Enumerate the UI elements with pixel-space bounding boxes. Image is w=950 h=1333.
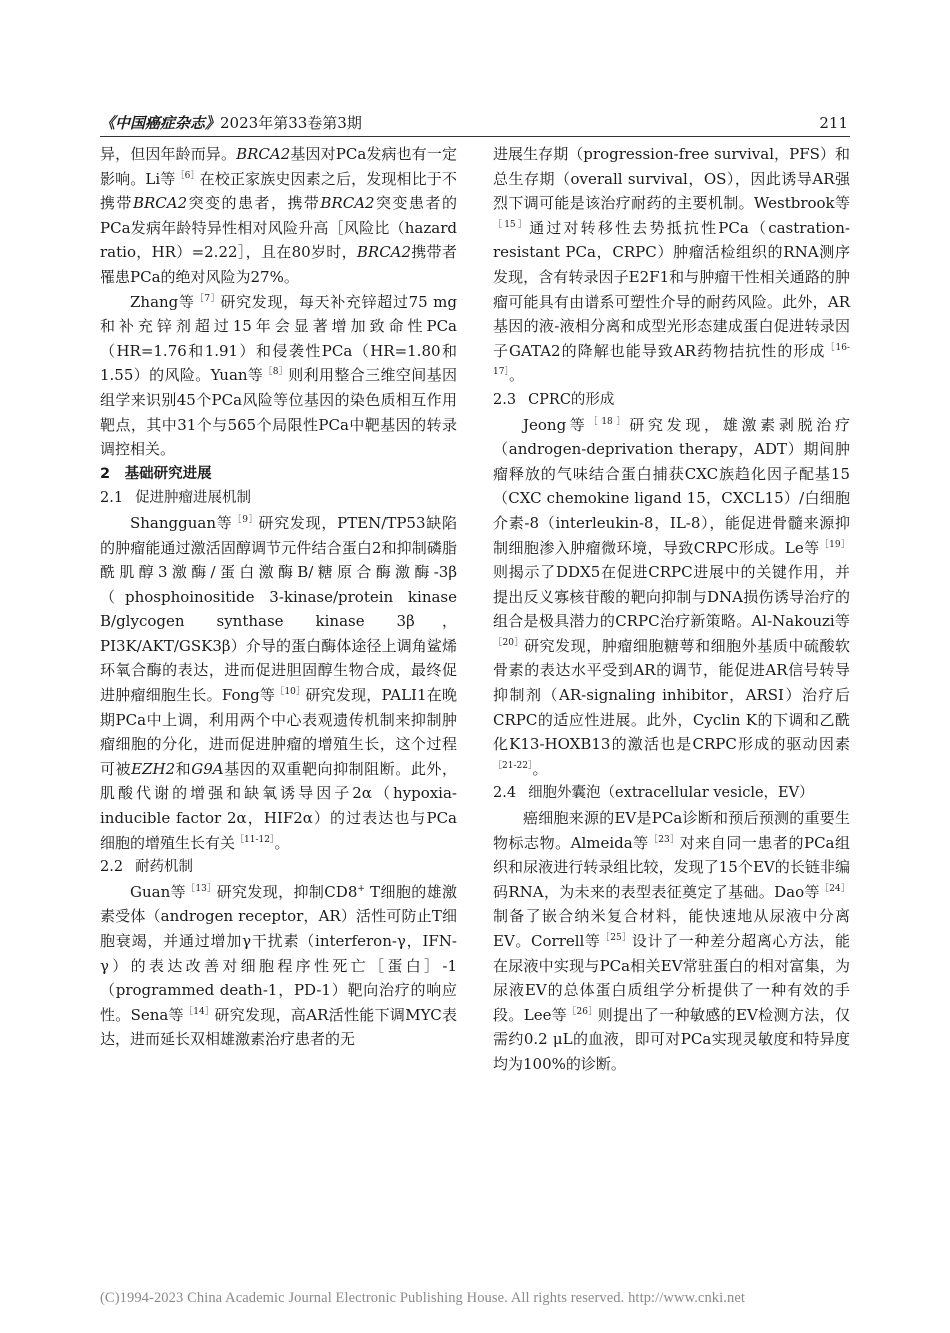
left-column xyxy=(100,142,457,1052)
text-run: Zhang等 xyxy=(130,292,195,311)
citation-superscript: ［26］ xyxy=(567,1006,598,1017)
text-run: 研究发现，肿瘤细胞糖萼和细胞外基质中硫酸软骨素的表达水平受到AR的调节，能促进AR信号转导抑制剂（AR-signaling inhibitor，ARSI）治疗后CRPC的适应性进展。此外，Cyclin K的下调和乙酰化K13-HOXB13的激活也是CRPC形成的驱动因素 xyxy=(493,636,850,754)
text-run: 携带者罹患PCa的绝对风险为27%。 xyxy=(100,243,457,286)
paragraph xyxy=(493,142,850,388)
text-run: 。 xyxy=(508,366,524,385)
journal-name: 《中国癌症杂志》 xyxy=(100,114,221,132)
text-run: 制备了嵌合纳米复合材料，能快速地从尿液中分离EV。Correll等 xyxy=(493,907,850,950)
paragraph xyxy=(100,142,457,290)
text-run: Jeong等 xyxy=(523,415,589,434)
citation-superscript: ［14］ xyxy=(184,1006,215,1017)
citation-superscript: ［10］ xyxy=(275,687,306,698)
text-run: 癌细胞来源的EV是PCa诊断和预后预测的重要生物标志物。Almeida等 xyxy=(493,809,850,852)
text-run: Shangguan等 xyxy=(130,513,233,532)
citation-superscript: ［7］ xyxy=(194,293,221,304)
paragraph xyxy=(100,290,457,462)
gene-name-italic: BRCA2 xyxy=(320,194,375,213)
text-run: 研究发现，每天补充锌超过75 mg和补充锌剂超过15年会显著增加致命性PCa（HR=1.76和1.91）和侵袭性PCa（HR=1.80和1.55）的风险。Yuan等 xyxy=(100,292,457,385)
header-rule xyxy=(100,136,850,137)
citation-superscript: ［8］ xyxy=(263,367,289,378)
gene-name-italic: EZH2 xyxy=(131,759,176,778)
text-run: 研究发现，雄激素剥脱治疗（androgen-deprivation therapy，ADT）期间肿瘤释放的气味结合蛋白捕获CXC族趋化因子配基15（CXC chemokine ligand 15，CXCL15）/白细胞介素-8（interleukin-8，IL-8），能促进骨髓来源抑制细胞渗入肿瘤微环境，导致CRPC形成。Le等 xyxy=(493,415,851,557)
text-run: 。 xyxy=(532,759,548,778)
gene-name-italic: BRCA2 xyxy=(356,243,412,262)
subsection-number: 2.3 xyxy=(493,391,517,408)
text-run: T细胞的雄激素受体（androgen receptor，AR）活性可防止T细胞衰竭，并通过增加γ干扰素（interferon-γ，IFN-γ）的表达改善对细胞程序性死亡［蛋白］-1（programmed death-1，PD-1）靶向治疗的响应性。Sena等 xyxy=(100,882,457,1024)
subsection-heading xyxy=(100,486,457,511)
subsection-heading xyxy=(100,855,457,880)
text-run: 突变的患者，携带 xyxy=(187,194,321,213)
citation-superscript: ［23］ xyxy=(648,834,680,845)
citation-superscript: ［9］ xyxy=(232,514,259,525)
citation-superscript: ［19］ xyxy=(819,539,850,550)
citation-superscript: ［15］ xyxy=(493,219,530,230)
text-run: 进展生存期（progression-free survival，PFS）和总生存期（overall survival，OS），因此诱导AR强烈下调可能是该治疗耐药的主要机制。Westbrook等 xyxy=(493,145,850,213)
subsection-number: 2.2 xyxy=(100,859,124,876)
text-run: 。 xyxy=(274,833,290,852)
text-run: 突变患者的PCa发病年龄特异性相对风险升高［风险比（hazard ratio，HR）=2.22］，且在80岁时， xyxy=(100,194,457,262)
paragraph xyxy=(493,413,850,782)
text-run: 研究发现，PALI1在晚期PCa中上调，利用两个中心表观遗传机制来抑制肿瘤细胞的分化，进而促进肿瘤的增殖生长，这个过程可被 xyxy=(100,686,457,778)
paragraph xyxy=(100,880,457,1052)
text-run: 和 xyxy=(175,759,192,778)
gene-name-italic: BRCA2 xyxy=(132,194,188,213)
text-run: 基因对PCa发病也有一定影响。Li等 xyxy=(100,145,457,188)
journal-issue: 2023年第33卷第3期 xyxy=(220,114,362,132)
subsection-title: CPRC的形成 xyxy=(528,391,615,408)
gene-name-italic: G9A xyxy=(191,759,224,778)
citation-superscript: ［16-17］ xyxy=(493,342,850,378)
right-column xyxy=(493,142,850,1077)
text-run: 对来自同一患者的PCa组织和尿液进行转录组比较，发现了15个EV的长链非编码RNA，为未来的表型表征奠定了基础。Dao等 xyxy=(493,833,851,901)
text-run: 研究发现，PTEN/TP53缺陷的肿瘤能通过激活固醇调节元件结合蛋白2和抑制磷脂酰肌醇3激酶/蛋白激酶B/糖原合酶激酶-3β（phosphoinositide 3-kinase/protein kinase B/glycogen synthase kinase 3β，PI3K/AKT/GSK3β）介导的蛋白酶体途径上调角鲨烯环氧合酶的表达，进而促进胆固醇生物合成，最终促进肿瘤细胞生长。Fong等 xyxy=(100,513,457,705)
page-number: 211 xyxy=(819,114,848,132)
citation-superscript: ［21-22］ xyxy=(493,760,533,771)
subsection-title: 细胞外囊泡（extracellular vesicle，EV） xyxy=(528,785,814,802)
running-header xyxy=(100,112,850,134)
text-run: 研究发现，高AR活性能下调MYC表达，进而延长双相雄激素治疗患者的无 xyxy=(100,1005,458,1049)
paragraph xyxy=(493,806,850,1077)
subsection-heading xyxy=(493,781,850,806)
text-run: 通过对转移性去势抵抗性PCa（castration-resistant PCa，CRPC）肿瘤活检组织的RNA测序发现，含有转录因子E2F1和与肿瘤干性相关通路的肿瘤可能具有由谱系可塑性介导的耐药风险。此外，AR基因的液-液相分离和成型光形态建成蛋白促进转录因子GATA2的降解也能导致AR药物拮抗性的形成 xyxy=(493,218,850,360)
citation-superscript: + xyxy=(357,883,365,894)
text-run: Guan等 xyxy=(130,882,187,901)
text-run: 异，但因年龄而异。 xyxy=(100,145,237,163)
citation-superscript: ［18］ xyxy=(588,416,630,427)
subsection-title: 耐药机制 xyxy=(135,859,194,876)
subsection-heading xyxy=(493,388,850,413)
citation-superscript: ［6］ xyxy=(175,170,200,181)
citation-superscript: ［11-12］ xyxy=(235,834,275,845)
text-run: 基因的双重靶向抑制阻断。此外，肌酸代谢的增强和缺氧诱导因子2α（hypoxia-inducible factor 2α，HIF2α）的过表达也与PCa细胞的增殖生长有关 xyxy=(100,759,457,852)
text-run: 则揭示了DDX5在促进CRPC进展中的关键作用，并提出反义寡核苷酸的靶向抑制与DNA损伤诱导治疗的组合是极具潜力的CRPC治疗新策略。Al-Nakouzi等 xyxy=(493,563,850,631)
text-run: 则提出了一种敏感的EV检测方法，仅需约0.2 μL的血液，即可对PCa实现灵敏度和特异度均为100%的诊断。 xyxy=(493,1005,851,1073)
text-run: 设计了一种差分超离心方法，能在尿液中实现与PCa相关EV常驻蛋白的相对富集，为尿液EV的总体蛋白质组学分析提供了一种有效的手段。Lee等 xyxy=(493,932,850,1024)
text-run: 在校正家族史因素之后，发现相比于不携带 xyxy=(100,169,457,213)
citation-superscript: ［25］ xyxy=(600,933,632,943)
section-heading: 2 基础研究进展 xyxy=(100,465,212,482)
citation-superscript: ［24］ xyxy=(819,883,850,894)
citation-superscript: ［20］ xyxy=(493,637,525,648)
subsection-number: 2.4 xyxy=(493,785,517,802)
gene-name-italic: BRCA2 xyxy=(236,145,291,163)
text-run: 则利用整合三维空间基因组学来识别45个PCa风险等位基因的染色质相互作用靶点，其中31个与565个局限性PCa中靶基因的转录调控相关。 xyxy=(100,366,457,459)
citation-superscript: ［13］ xyxy=(186,883,217,894)
subsection-number: 2.1 xyxy=(100,490,124,507)
copyright-footer: (C)1994-2023 China Academic Journal Electronic Publishing House. All rights reserved. http://www.cnki.net xyxy=(100,1290,746,1306)
paragraph xyxy=(100,511,457,855)
text-run: 研究发现，抑制CD8 xyxy=(216,882,358,901)
subsection-title: 促进肿瘤进展机制 xyxy=(135,490,252,507)
